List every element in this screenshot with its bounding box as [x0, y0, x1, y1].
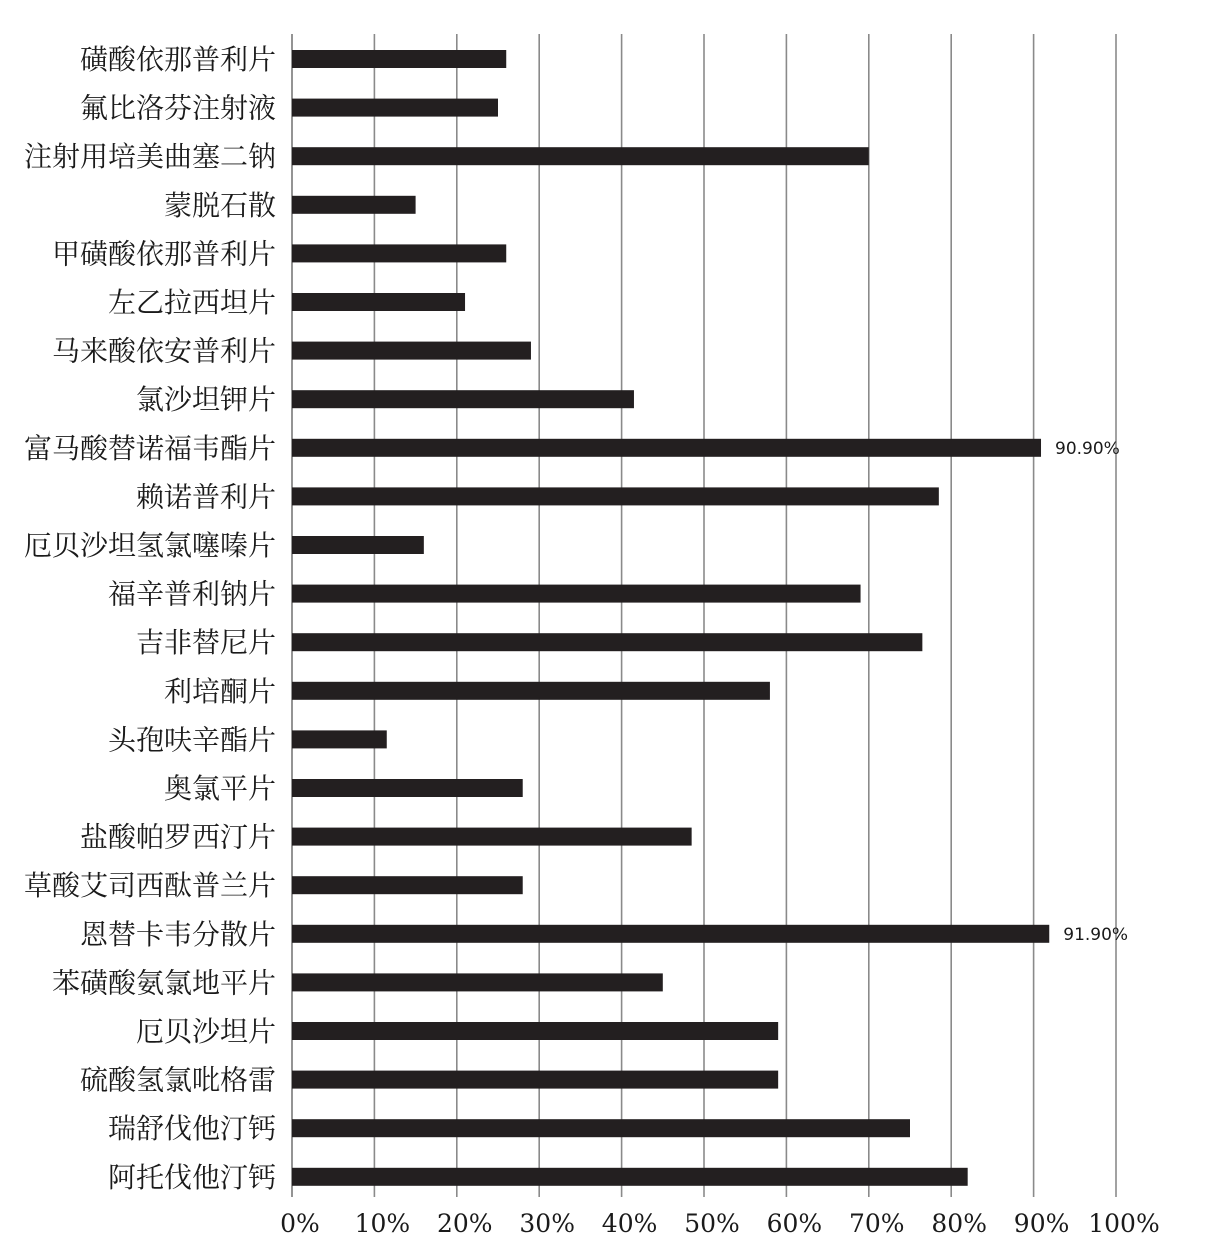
category-label: 厄贝沙坦片: [135, 1015, 276, 1048]
category-labels: [24, 43, 276, 1194]
category-label: 利培酮片: [163, 674, 276, 708]
bar: [292, 439, 1041, 457]
data-labels: [1055, 439, 1128, 945]
bar: [292, 1119, 910, 1137]
category-label: 磺酸依那普利片: [79, 43, 276, 76]
bar: [292, 1022, 778, 1040]
x-tick-label: 30%: [519, 1209, 575, 1238]
x-tick-label: 80%: [931, 1209, 987, 1238]
category-label: 硫酸氢氯吡格雷: [79, 1063, 276, 1097]
bar: [292, 244, 506, 262]
bar: [292, 876, 523, 894]
category-label: 吉非替尼片: [135, 626, 276, 660]
category-label: 注射用培美曲塞二钠: [23, 140, 276, 174]
category-label: 左乙拉西坦片: [107, 286, 276, 319]
bar: [292, 487, 939, 505]
data-label: 90.90%: [1055, 438, 1120, 459]
x-tick-label: 90%: [1013, 1209, 1070, 1238]
bar: [292, 342, 531, 360]
bars: [292, 50, 1049, 1186]
bar: [292, 828, 692, 846]
category-label: 氟比洛芬注射液: [79, 91, 276, 125]
bar: [292, 925, 1049, 943]
x-tick-label: 20%: [437, 1209, 493, 1238]
category-label: 富马酸替诺福韦酯片: [23, 431, 276, 465]
category-label: 瑞舒伐他汀钙: [107, 1112, 276, 1146]
bar: [292, 682, 770, 700]
bar: [292, 536, 424, 554]
x-tick-label: 50%: [684, 1209, 740, 1238]
category-label: 甲磺酸依那普利片: [51, 237, 276, 271]
x-tick-label: 70%: [849, 1209, 905, 1238]
bar: [292, 1071, 778, 1089]
category-label: 氯沙坦钾片: [135, 383, 276, 417]
category-label: 头孢呋辛酯片: [107, 723, 276, 757]
bar: [292, 147, 869, 165]
bar: [292, 99, 498, 117]
category-label: 马来酸依安普利片: [51, 334, 276, 368]
bar: [292, 1168, 968, 1186]
bar: [292, 779, 523, 797]
category-label: 蒙脱石散: [163, 188, 276, 222]
bar: [292, 973, 663, 991]
x-tick-label: 60%: [766, 1209, 823, 1238]
category-label: 福辛普利钠片: [107, 577, 276, 611]
category-label: 恩替卡韦分散片: [79, 917, 276, 951]
category-label: 奥氯平片: [163, 772, 276, 805]
bar: [292, 633, 922, 651]
bar: [292, 293, 465, 311]
bar: [292, 585, 861, 603]
category-label: 赖诺普利片: [135, 480, 276, 514]
x-tick-label: 100%: [1088, 1209, 1160, 1238]
category-label: 厄贝沙坦氢氯噻嗪片: [23, 529, 276, 562]
category-label: 苯磺酸氨氯地平片: [51, 966, 276, 1000]
bar: [292, 390, 634, 408]
x-tick-label: 10%: [354, 1209, 411, 1238]
data-label: 91.90%: [1063, 924, 1129, 945]
bar: [292, 50, 506, 68]
category-label: 草酸艾司西酞普兰片: [23, 869, 276, 903]
category-label: 阿托伐他汀钙: [107, 1160, 276, 1194]
bar: [292, 730, 387, 748]
x-tick-label: 0%: [280, 1209, 320, 1238]
category-label: 盐酸帕罗西汀片: [79, 820, 276, 854]
x-tick-label: 40%: [601, 1209, 658, 1238]
x-tick-labels: [280, 1209, 1160, 1238]
bar: [292, 196, 416, 214]
